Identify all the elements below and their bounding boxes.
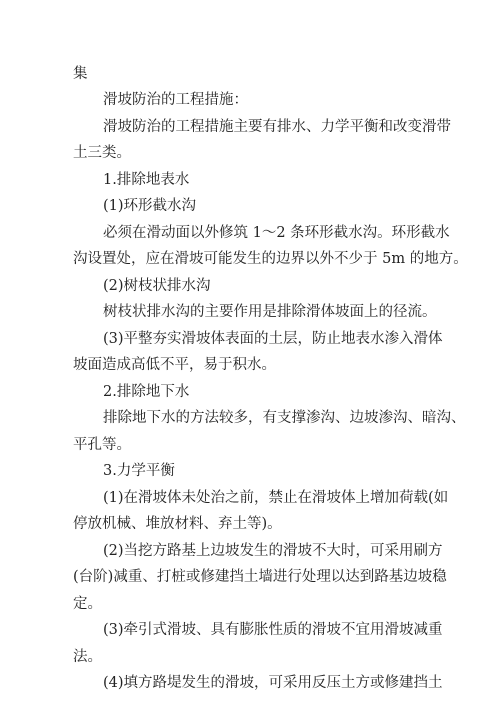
- paragraph-line: 排除地下水的方法较多，有支撑渗沟、边坡渗沟、暗沟、: [103, 410, 466, 426]
- paragraph-line: (1)在滑坡体未处治之前，禁止在滑坡体上增加荷载(如: [103, 490, 449, 506]
- item-heading: (1)环形截水沟: [103, 198, 197, 214]
- paragraph-line: (4)填方路堤发生的滑坡，可采用反压土方或修建挡土: [103, 675, 443, 691]
- paragraph-line: (2)当挖方路基上边坡发生的滑坡不大时，可采用刷方: [103, 543, 443, 559]
- paragraph-line: 坡面造成高低不平，易于积水。: [73, 357, 276, 373]
- paragraph-line: 树枝状排水沟的主要作用是排除滑体坡面上的径流。: [103, 304, 437, 320]
- paragraph-line: 定。: [73, 596, 102, 612]
- subsection-heading: 3.力学平衡: [103, 463, 175, 479]
- text-line-continuation: 集: [73, 66, 88, 82]
- paragraph-line: (台阶)减重、打桩或修建挡土墙进行处理以达到路基边坡稳: [73, 569, 447, 585]
- subsection-heading: 2.排除地下水: [103, 384, 190, 400]
- paragraph-line: 必须在滑动面以外修筑 1～2 条环形截水沟。环形截水: [103, 225, 450, 241]
- paragraph-line: 停放机械、堆放材料、弃土等)。: [73, 516, 282, 532]
- paragraph-line: 土三类。: [73, 145, 131, 161]
- paragraph-line: 沟设置处，应在滑坡可能发生的边界以外不少于 5m 的地方。: [73, 251, 468, 267]
- section-heading: 滑坡防治的工程措施：: [103, 92, 248, 108]
- paragraph-line: (3)牵引式滑坡、具有膨胀性质的滑坡不宜用滑坡减重: [103, 622, 443, 638]
- subsection-heading: 1.排除地表水: [103, 172, 190, 188]
- paragraph-line: 法。: [73, 649, 102, 665]
- item-heading: (2)树枝状排水沟: [103, 278, 211, 294]
- paragraph-line: 滑坡防治的工程措施主要有排水、力学平衡和改变滑带: [103, 119, 451, 135]
- paragraph-line: (3)平整夯实滑坡体表面的土层，防止地表水渗入滑体: [103, 331, 443, 347]
- paragraph-line: 平孔等。: [73, 437, 131, 453]
